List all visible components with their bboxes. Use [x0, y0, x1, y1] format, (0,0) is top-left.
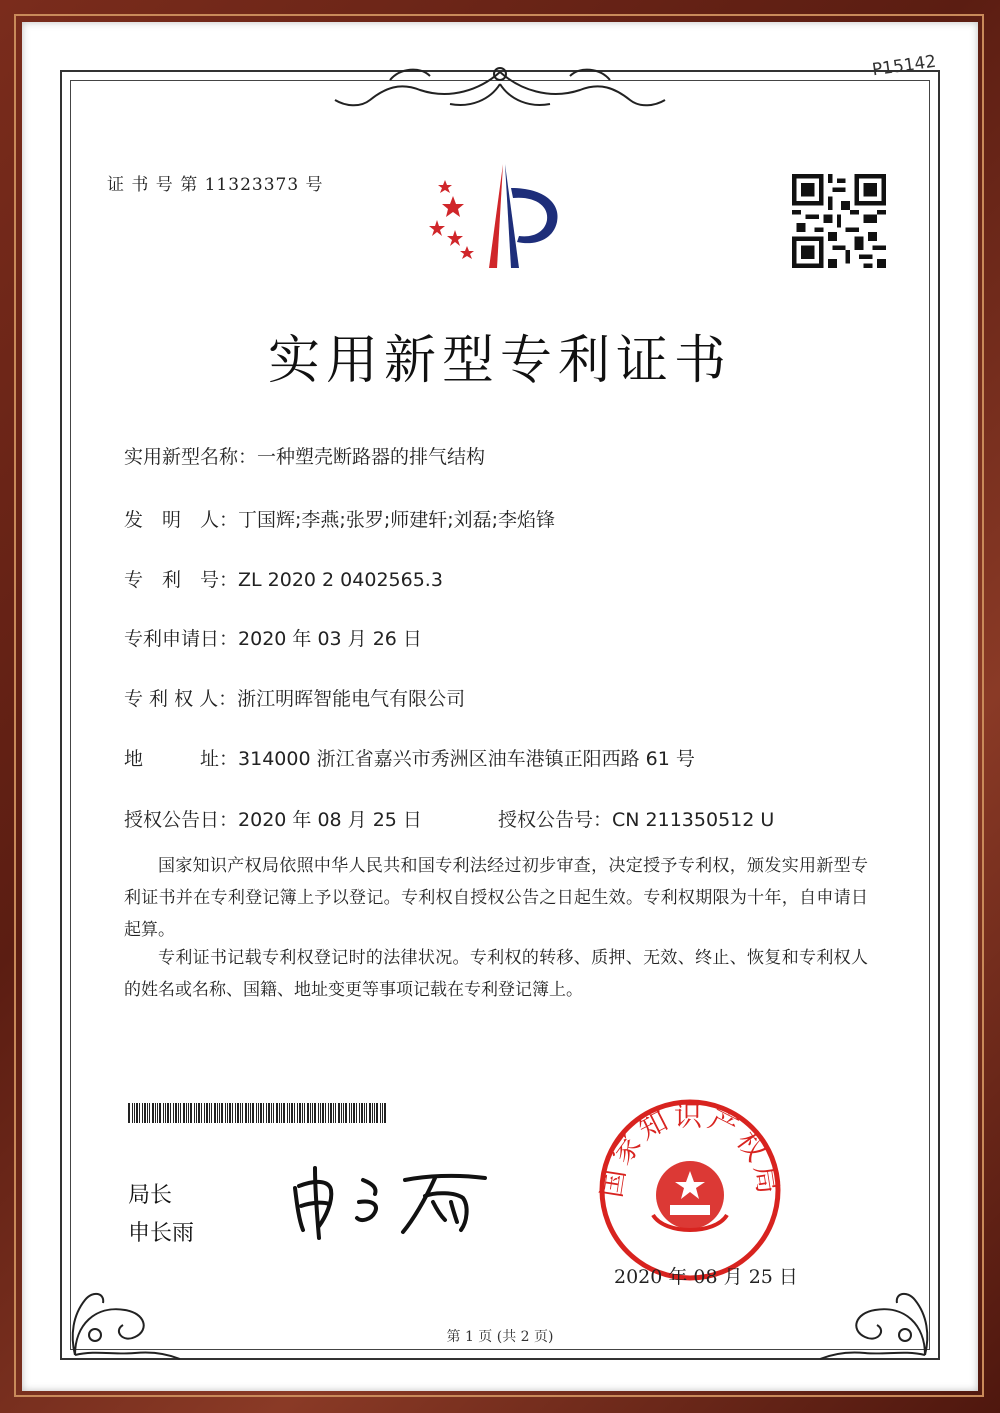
field-label: 授权公告号： [498, 809, 613, 831]
handwritten-note: P15142 [870, 51, 938, 81]
patent-office-logo [425, 158, 575, 278]
field-label: 发 明 人： [124, 509, 239, 531]
bottom-left-ornament [65, 1255, 185, 1365]
field-value: ZL 2020 2 0402565.3 [238, 569, 443, 591]
bottom-right-ornament [815, 1255, 935, 1365]
field-label: 专 利 号： [124, 569, 239, 591]
field-patentee [124, 684, 465, 711]
field-grant-date [124, 805, 422, 832]
signature-role: 局长 [128, 1183, 173, 1208]
field-address [124, 744, 695, 771]
seal-date: 2020 年 08 月 25 日 [614, 1266, 798, 1288]
field-label: 专 利 权 人： [124, 688, 238, 710]
field-value: 314000 浙江省嘉兴市秀洲区油车港镇正阳西路 61 号 [238, 748, 695, 770]
field-patent-number [124, 565, 443, 592]
field-value: 浙江明晖智能电气有限公司 [237, 688, 466, 710]
qr-code [792, 174, 886, 268]
statement-paragraph-1: 国家知识产权局依照中华人民共和国专利法经过初步审查，决定授予专利权，颁发实用新型专利证书并在专利登记簿上予以登记。专利权自授权公告之日起生效。专利权期限为十年，自申请日起算。 [124, 856, 868, 940]
statement-paragraph-2: 专利证书记载专利权登记时的法律状况。专利权的转移、质押、无效、终止、恢复和专利权人的姓名或名称、国籍、地址变更等事项记载在专利登记簿上。 [124, 948, 868, 1000]
field-label: 地 址： [124, 748, 239, 770]
field-value: CN 211350512 U [612, 809, 775, 831]
field-label: 实用新型名称： [124, 446, 258, 468]
field-grant-number [498, 805, 774, 832]
field-value: 2020 年 03 月 26 日 [238, 628, 422, 650]
field-value: 一种塑壳断路器的排气结构 [257, 446, 486, 468]
field-utility-model-name [124, 442, 485, 469]
field-value: 2020 年 08 月 25 日 [238, 809, 422, 831]
field-value: 丁国辉;李燕;张罗;师建轩;刘磊;李焰锋 [238, 509, 556, 531]
certificate-title: 实用新型专利证书 [267, 331, 732, 391]
field-label: 授权公告日： [124, 809, 239, 831]
certificate-number: 证 书 号 第 11323373 号 [107, 175, 324, 195]
handwritten-signature [285, 1160, 505, 1240]
barcode [128, 1103, 388, 1123]
page-number: 第 1 页 (共 2 页) [446, 1329, 554, 1345]
field-label: 专利申请日： [124, 628, 239, 650]
seal-text: 国家知识产权局 [595, 1099, 785, 1200]
top-ornament [330, 60, 670, 120]
field-inventors [124, 505, 555, 532]
field-application-date [124, 624, 422, 651]
official-seal [595, 1095, 785, 1285]
signature-name: 申长雨 [128, 1221, 195, 1246]
